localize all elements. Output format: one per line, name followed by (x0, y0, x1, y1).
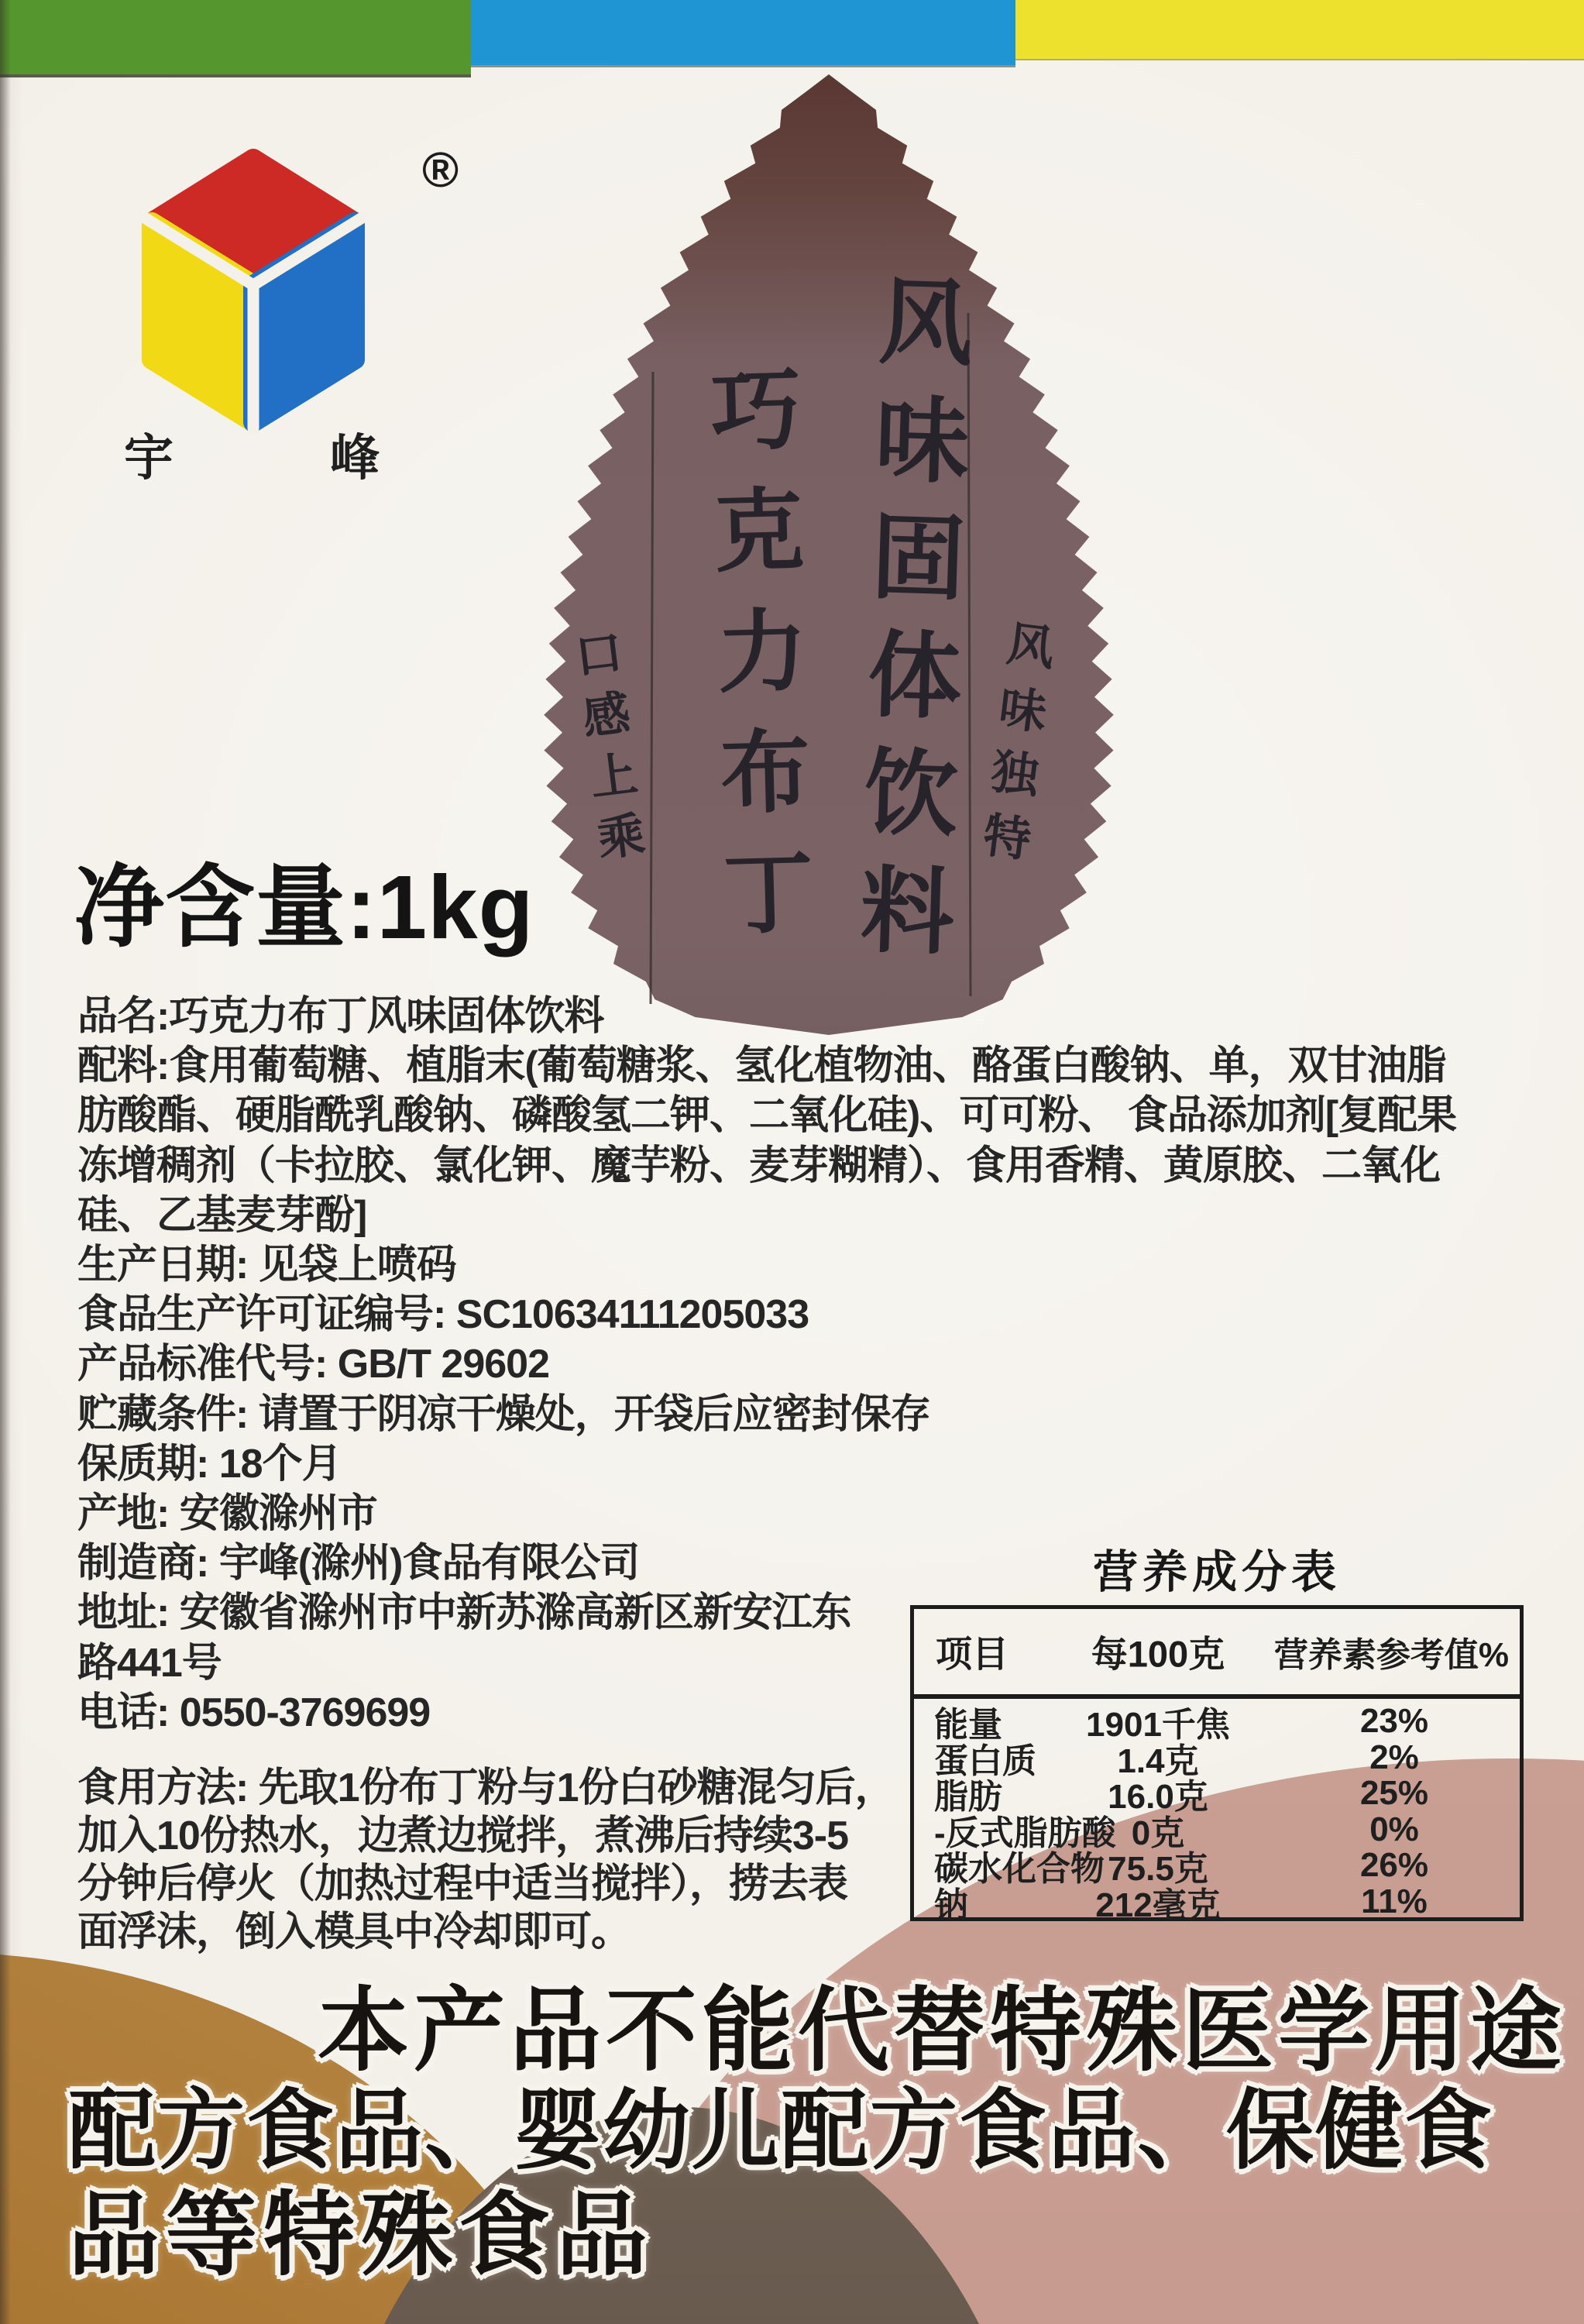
info-line: 路441号 (77, 1640, 222, 1686)
nutrient-nrv: 0% (1369, 1810, 1419, 1848)
nutrient-nrv: 11% (1361, 1882, 1428, 1920)
nutrient-amount: 1901千焦 (1086, 1706, 1230, 1745)
nutrient-nrv: 23% (1359, 1702, 1429, 1741)
nutrient-nrv: 26% (1359, 1846, 1429, 1885)
info-line: 食品生产许可证编号: SC10634111205033 (77, 1292, 809, 1338)
nutrition-table (910, 1605, 1524, 1924)
nutrition-col-item: 项目 (936, 1633, 1008, 1675)
info-line: 冻增稠剂（卡拉胶、氯化钾、魔芋粉、麦芽糊精）、食用香精、黄原胶、二氧化 (77, 1143, 1441, 1188)
leaf-slogan-right: 风味独特 (971, 617, 1057, 880)
info-line: 硅、乙基麦芽酚] (77, 1192, 367, 1238)
info-line: 产品标准代号: GB/T 29602 (77, 1342, 550, 1387)
top-bar-green (0, 0, 471, 74)
usage-line: 分钟后停火（加热过程中适当搅拌），捞去表 (77, 1862, 848, 1906)
brand-name (124, 418, 380, 490)
brand-char-2: 峰 (330, 430, 380, 486)
nutrition-table-header (914, 1609, 1520, 1699)
nutrient-name: -反式脂肪酸 (934, 1813, 1116, 1852)
nutrient-nrv: 2% (1369, 1738, 1419, 1776)
nutrient-name: 碳水化合物 (934, 1850, 1105, 1889)
leaf-slogan-left: 口感上乘 (565, 626, 649, 877)
registered-trademark-icon: ® (422, 142, 459, 198)
brand-char-1: 宇 (124, 430, 174, 486)
top-bar-yellow (1015, 0, 1584, 59)
nutrient-name: 能量 (934, 1706, 1002, 1745)
warning-line-3: 品等特殊食品 (68, 2185, 655, 2287)
nutrient-name: 钠 (934, 1886, 968, 1924)
nutrition-table-title: 营养成分表 (1092, 1547, 1341, 1597)
info-line: 电话: 0550-3769699 (77, 1690, 431, 1735)
info-line: 品名:巧克力布丁风味固体饮料 (77, 994, 604, 1039)
nutrient-amount: 16.0克 (1108, 1778, 1208, 1817)
info-line: 贮藏条件: 请置于阴凉干燥处，开袋后应密封保存 (77, 1391, 930, 1437)
nutrition-col-nrv: 营养素参考值% (1273, 1636, 1509, 1674)
nutrient-name: 脂肪 (934, 1778, 1002, 1817)
nutrition-table-rows (914, 1699, 1520, 1922)
table-row (914, 1882, 1520, 1924)
leaf-category-title: 风味固体饮料 (842, 270, 976, 982)
top-bar-blue (471, 0, 1015, 65)
info-line: 地址: 安徽省滁州市中新苏滁高新区新安江东 (77, 1590, 851, 1636)
info-line: 配料:食用葡萄糖、植脂末(葡萄糖浆、氢化植物油、酪蛋白酸钠、单，双甘油脂 (77, 1043, 1446, 1089)
nutrient-amount: 0克 (1131, 1813, 1185, 1852)
info-line: 制造商: 宇峰(滁州)食品有限公司 (77, 1541, 640, 1587)
nutrient-nrv: 25% (1359, 1774, 1429, 1813)
info-line: 保质期: 18个月 (77, 1441, 342, 1487)
net-weight: 净含量:1kg (74, 857, 534, 957)
nutrient-name: 蛋白质 (934, 1741, 1036, 1780)
warning-line-1: 本产品不能代替特殊医学用途 (318, 1980, 1567, 2082)
photo-edge-shadow (0, 0, 11, 2324)
leaf-product-title: 巧克力布丁 (694, 361, 816, 968)
usage-line: 加入10份热水，边煮边搅拌，煮沸后持续3-5 (77, 1813, 848, 1858)
info-line: 肪酸酯、硬脂酰乳酸钠、磷酸氢二钾、二氧化硅)、可可粉、 食品添加剂[复配果 (77, 1093, 1457, 1139)
nutrition-col-per100g: 每100克 (1091, 1633, 1225, 1675)
nutrient-amount: 75.5克 (1108, 1850, 1208, 1889)
usage-line: 食用方法: 先取1份布丁粉与1份白砂糖混匀后， (77, 1765, 895, 1810)
warning-line-2: 配方食品、婴幼儿配方食品、保健食 (68, 2082, 1493, 2179)
usage-line: 面浮沫，倒入模具中冷却即可。 (77, 1910, 631, 1954)
info-line: 生产日期: 见袋上喷码 (77, 1243, 456, 1288)
leaf-shape-icon (534, 68, 1123, 1041)
nutrient-amount: 212毫克 (1095, 1886, 1221, 1924)
nutrient-amount: 1.4克 (1117, 1741, 1199, 1780)
usage-instructions-block (77, 1764, 895, 1956)
info-line: 产地: 安徽滁州市 (77, 1491, 377, 1537)
